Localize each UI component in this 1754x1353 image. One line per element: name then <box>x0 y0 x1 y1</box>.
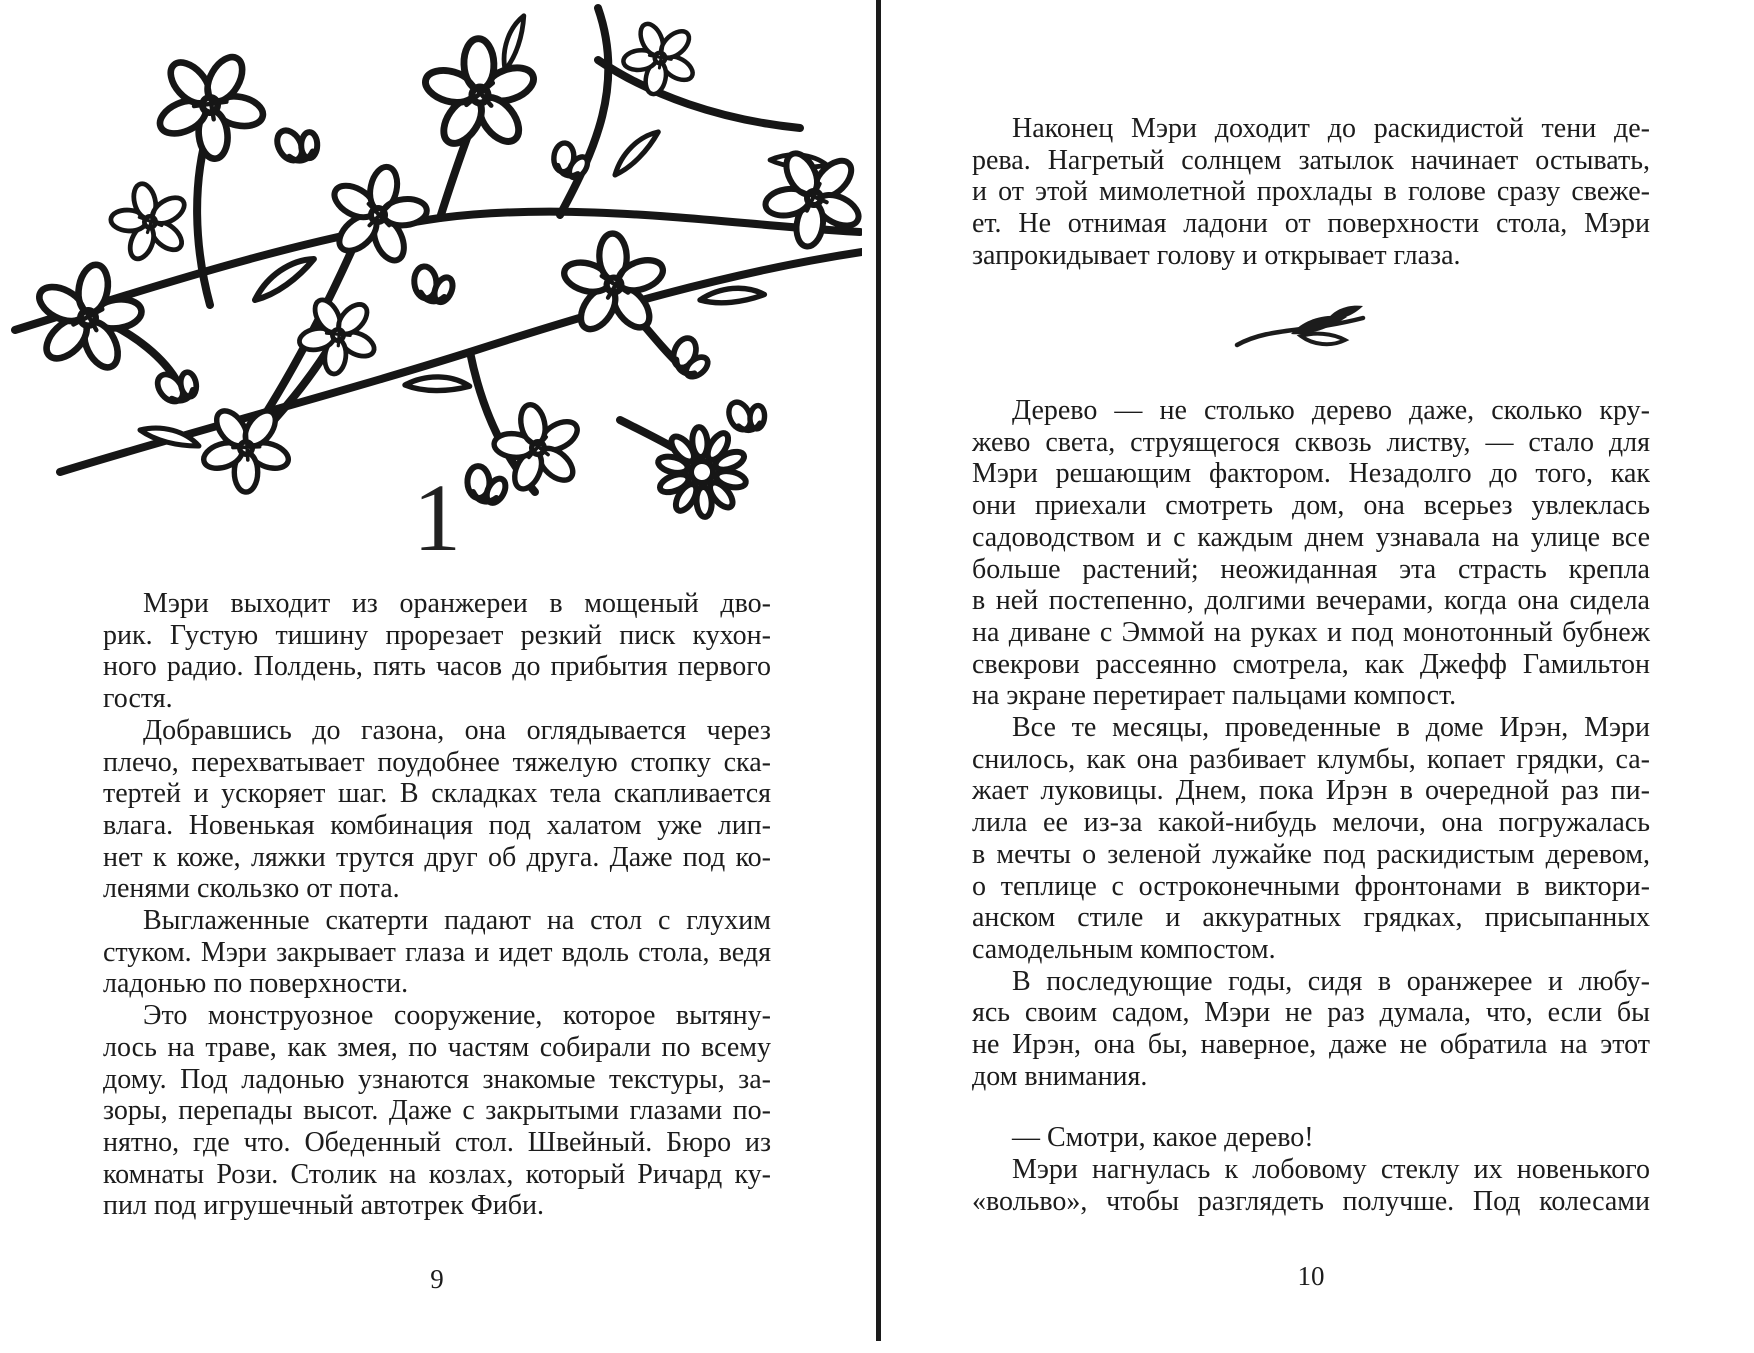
text-line: Все те месяцы, проведенные в доме Ирэн, Мэри <box>1012 712 1650 744</box>
text-line: нятно, где что. Обеденный стол. Швейный. Бюро из <box>103 1126 771 1158</box>
text-line: в мечты о зеленой лужайке под раскидистым деревом, <box>972 838 1650 870</box>
text-line: Наконец Мэри доходит до раскидистой тени де- <box>1012 113 1650 144</box>
text-line: Это монструозное сооружение, которое вытяну- <box>143 1000 771 1032</box>
text-line: и от этой мимолетной прохлады в голове сразу свеже- <box>972 176 1650 208</box>
text-line: рик. Густую тишину прорезает резкий писк кухон- <box>103 619 771 651</box>
text-line: В последующие годы, сидя в оранжерее и любу- <box>1012 965 1650 997</box>
text-line: Выглаженные скатерти падают на стол с глухим <box>143 905 771 937</box>
text-line: снилось, как она разбивает клумбы, копает грядки, са- <box>972 743 1650 775</box>
page-gutter-divider <box>876 0 881 1341</box>
text-line: анском стиле и аккуратных грядках, присыпанных <box>972 902 1650 934</box>
text-line: ного радио. Полдень, пять часов до прибытия первого <box>103 651 771 683</box>
text-line: Мэри решающим фактором. Незадолго до того, как <box>972 458 1650 490</box>
page-number-right: 10 <box>1297 1261 1325 1291</box>
scene-break-spacer <box>972 1092 1650 1122</box>
page-number-left: 9 <box>430 1264 444 1294</box>
paragraph <box>103 1000 771 1222</box>
paragraph <box>972 395 1650 712</box>
text-line: на диване с Эммой на руках и под монотонный бубнеж <box>972 616 1650 648</box>
right-page-text-top <box>972 113 1650 272</box>
text-line: «вольво», чтобы разглядеть получше. Под колесами <box>972 1185 1650 1217</box>
text-line: нет к коже, ляжки трутся друг об друга. Даже под ко- <box>103 841 771 873</box>
text-line: Мэри нагнулась к лобовому стеклу их новенького <box>1012 1154 1650 1186</box>
text-line: тертей и ускоряет шаг. В складках тела скапливается <box>103 778 771 810</box>
text-line: гостя. <box>103 683 173 715</box>
text-line: дому. Под ладонью узнаются знакомые текстуры, за- <box>103 1063 771 1095</box>
text-line: рева. Нагретый солнцем затылок начинает остывать, <box>972 144 1650 176</box>
text-line: ясь своим садом, Мэри не раз думала, что, если бы <box>972 997 1650 1029</box>
text-line: ладонью по поверхности. <box>103 968 409 1000</box>
text-line: плечо, перехватывает поудобнее тяжелую стопку ска- <box>103 746 771 778</box>
text-line: не Ирэн, она бы, наверное, даже не обратила на этот <box>972 1029 1650 1061</box>
left-page-text <box>103 588 771 1222</box>
paragraph <box>972 1154 1650 1217</box>
text-line: жает луковицы. Днем, пока Ирэн в очередной раз пи- <box>972 775 1650 807</box>
text-line: стуком. Мэри закрывает глаза и идет вдоль стола, ведя <box>103 936 771 968</box>
text-line: Дерево — не столько дерево даже, сколько кру- <box>1012 395 1650 426</box>
text-line: Мэри выходит из оранжереи в мощеный дво- <box>143 588 771 619</box>
paragraph <box>972 113 1650 272</box>
text-line: лось на траве, как змея, по частям собирали по всему <box>103 1031 771 1063</box>
text-line: в ней постепенно, долгими вечерами, когда она сидела <box>972 585 1650 617</box>
text-line: лила ее из-за какой-нибудь мелочи, она погружалась <box>972 807 1650 839</box>
text-line: они приехали смотреть дом, она всерьез увлеклась <box>972 490 1650 522</box>
text-line: запрокидывает голову и открывает глаза. <box>972 239 1461 271</box>
text-line: свекрови рассеянно смотрела, как Джефф Гамильтон <box>972 648 1650 680</box>
flax-flowers-icon <box>0 0 862 525</box>
paragraph <box>103 715 771 905</box>
paragraph <box>972 1122 1650 1154</box>
text-line: пил под игрушечный автотрек Фиби. <box>103 1190 545 1222</box>
paragraph <box>103 905 771 1000</box>
paragraph <box>103 588 771 715</box>
paragraph <box>972 966 1650 1093</box>
text-line: ет. Не отнимая ладони от поверхности стола, Мэри <box>972 208 1650 240</box>
text-line: на экране перетирает пальцами компост. <box>972 680 1457 712</box>
floral-illustration <box>0 0 862 525</box>
chapter-number: 1 <box>413 464 461 571</box>
text-line: жево света, струящегося сквозь листву, — стало для <box>972 426 1650 458</box>
text-line: больше растений; неожиданная эта страсть крепла <box>972 553 1650 585</box>
text-line: самодельным компостом. <box>972 933 1276 965</box>
text-line: влага. Новенькая комбинация под халатом уже лип- <box>103 809 771 841</box>
text-line: о теплице с остроконечными фронтонами в виктори- <box>972 870 1650 902</box>
right-page-text-main <box>972 395 1650 1218</box>
leaf-twig-ornament-icon <box>1233 303 1369 355</box>
text-line: комнаты Рози. Столик на козлах, который Ричард ку- <box>103 1158 771 1190</box>
text-line: дом внимания. <box>972 1060 1148 1092</box>
text-line: ленями скользко от пота. <box>103 873 400 905</box>
text-line: Добравшись до газона, она оглядывается через <box>143 714 771 746</box>
text-line: — Смотри, какое дерево! <box>1012 1122 1314 1154</box>
paragraph <box>972 712 1650 966</box>
text-line: садоводством и с каждым днем узнавала на улице все <box>972 521 1650 553</box>
text-line: зоры, перепады высот. Даже с закрытыми глазами по- <box>103 1095 771 1127</box>
